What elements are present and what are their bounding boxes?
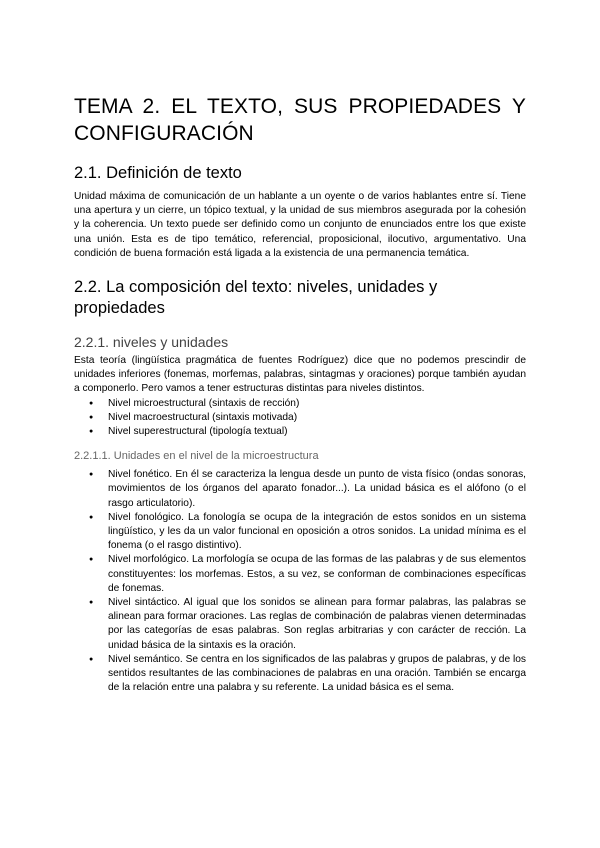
list-item: ● Nivel superestructural (tipología textual) [74, 425, 526, 439]
document-title: TEMA 2. EL TEXTO, SUS PROPIEDADES Y CONFIGURACIÓN [74, 95, 526, 145]
list-item: ● Nivel macroestructural (sintaxis motivada) [74, 411, 526, 425]
niveles-paragraph: Esta teoría (lingüística pragmática de fuentes Rodríguez) dice que no podemos prescindir de unidades inferiores (fonemas, morfemas, palabras, sintagmas y oraciones) porque también ayudan a componerlo. Pero vamos a tener estructuras distintas para niveles distintos. [74, 355, 526, 395]
list-item: ● Nivel microestructural (sintaxis de rección) [74, 397, 526, 411]
list-item: ● Nivel fonético. En él se caracteriza la lengua desde un punto de vista físico (ondas sonoras, movimientos de los órganos del aparato fonador...). La unidad básica es el alófono (o el rasgo articulatorio). [74, 468, 526, 511]
list-item: ● Nivel semántico. Se centra en los significados de las palabras y grupos de palabras, y de los sentidos resultantes de las combinaciones de palabras en una oración. También se encarga de la relación entre una palabra y su referente. La unidad básica es el sema. [74, 653, 526, 696]
list-item: ● Nivel fonológico. La fonología se ocupa de la integración de estos sonidos en un sistema lingüístico, y les da un valor funcional en oposición a otros sonidos. La unidad mínima es el fonema (o el rasgo distintivo). [74, 511, 526, 554]
subsubsection-heading-microestructura: 2.2.1.1. Unidades en el nivel de la microestructura [74, 450, 319, 463]
document-page [74, 93, 526, 695]
list-item: ● Nivel morfológico. La morfología se ocupa de las formas de las palabras y de sus elementos constituyentes: los morfemas. Estos, a su vez, se conforman de combinaciones específicas de fonemas. [74, 553, 526, 596]
microestructura-list [74, 468, 526, 695]
definicion-paragraph: Unidad máxima de comunicación de un hablante a un oyente o de varios hablantes entre sí. Tiene una apertura y un cierre, un tópico textual, y la unidad de sus miembros asegurada por la cohesión y la coherencia. Un texto puede ser definido como un conjunto de enunciados entre los que existe una unión. Esta es de tipo temático, referencial, proposicional, ilocutivo, argumentativo. Una condición de buena formación está ligada a la existencia de una permanencia temática. [74, 191, 526, 259]
subsection-heading-niveles: 2.2.1. niveles y unidades [74, 334, 229, 351]
niveles-list [74, 397, 526, 440]
list-item: ● Nivel sintáctico. Al igual que los sonidos se alinean para formar palabras, las palabras se alinean para formar oraciones. Las reglas de combinación de palabras vienen determinadas por las categorías de esas palabras. Son reglas arbitrarias y con carácter de rección. La unidad básica de la sintaxis es la oración. [74, 596, 526, 653]
section-heading-composicion: 2.2. La composición del texto: niveles, unidades y propiedades [74, 278, 438, 318]
section-heading-definicion: 2.1. Definición de texto [74, 164, 242, 182]
